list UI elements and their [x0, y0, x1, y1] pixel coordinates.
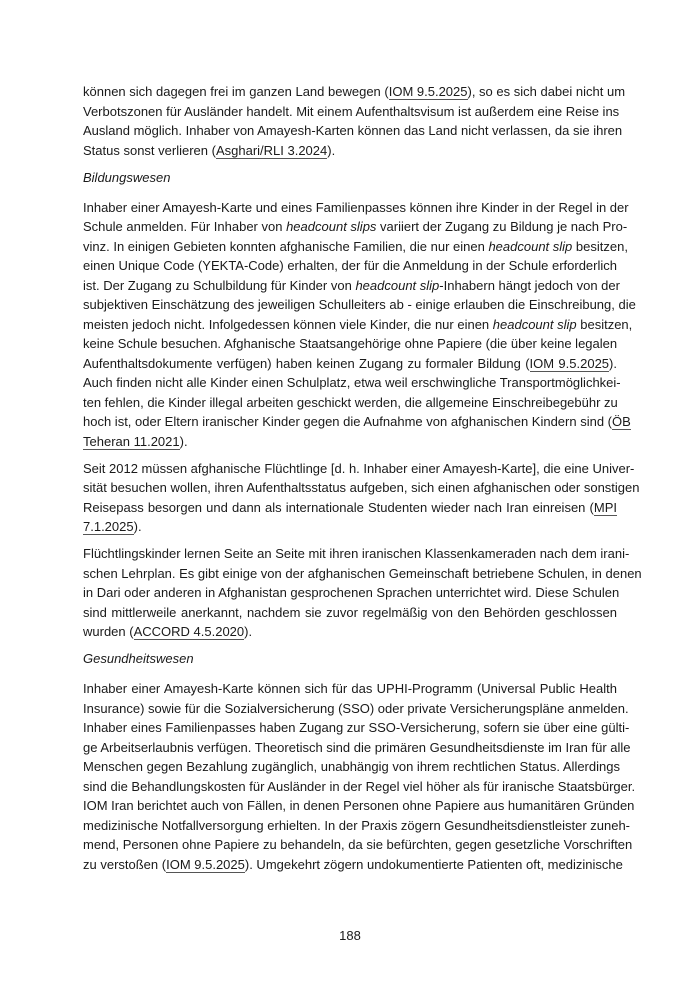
text-segment: besitzen, [576, 316, 633, 332]
citation-link[interactable]: IOM 9.5.2025 [529, 355, 610, 371]
text-line [83, 276, 620, 296]
text-line [83, 432, 617, 452]
text-line [83, 777, 636, 797]
text-line [83, 603, 617, 623]
italic-term: headcount slips [286, 219, 377, 234]
paragraph [83, 544, 642, 642]
page-number: 188 [339, 928, 361, 943]
text-segment: in Dari oder anderen in Afghanistan gesprochenen Sprachen unterrichtet wird. Diese Schulen [83, 585, 620, 600]
citation-link[interactable]: IOM 9.5.2025 [166, 856, 245, 872]
text-line [83, 354, 617, 374]
text-segment: ). Umgekehrt zögern undokumentierte Patienten oft, medizinische [244, 856, 623, 872]
text-segment: Inhaber einer Amayesh-Karte können sich für das UPHI-Programm (Universal Public Health [83, 681, 617, 696]
citation-link[interactable]: ÖB [612, 414, 631, 429]
text-segment: Ausland möglich. Inhaber von Amayesh-Karten können das Land nicht verlassen, da sie ihren [83, 123, 623, 138]
text-segment: vinz. In einigen Gebieten konnten afghanische Familien, die nur einen [83, 238, 489, 254]
text-line [83, 198, 629, 218]
text-line [83, 622, 617, 642]
text-line [83, 649, 617, 669]
paragraph [83, 198, 636, 452]
text-segment: Inhaber eines Familienpasses haben Zugang zur SSO-Versicherung, sofern sie über eine gülti- [83, 720, 630, 735]
section-heading [83, 649, 617, 669]
text-line [83, 855, 623, 875]
text-segment: ist. Der Zugang zu Schulbildung für Kinder von [83, 277, 356, 293]
text-segment: schen Lehrplan. Es gibt einige von der afghanischen Gemeinschaft betriebene Schulen, in denen [83, 565, 642, 581]
text-line [83, 699, 629, 719]
text-line [83, 102, 620, 122]
text-line [83, 237, 628, 257]
text-segment: Inhaber einer Amayesh-Karte und eines Familienpasses können ihre Kinder in der Regel in der [83, 199, 629, 215]
text-line [83, 168, 617, 188]
text-line [83, 393, 617, 413]
text-segment: meisten jedoch nicht. Infolgedessen können viele Kinder, die nur einen [83, 316, 493, 332]
citation-link[interactable]: ACCORD 4.5.2020 [133, 624, 245, 639]
text-segment: medizinische Notfallversorgung erhielten. In der Praxis zögern Gesundheitsdienstleister zuneh- [83, 817, 631, 833]
text-segment: sind die Behandlungskosten für Ausländer in der Regel viel höher als für iranische Staatsbürger. [83, 778, 636, 794]
text-line [83, 121, 623, 141]
text-segment: zu verstoßen ( [83, 856, 167, 872]
text-line [83, 373, 621, 393]
text-segment: ). [133, 519, 142, 534]
text-segment: ). [244, 624, 253, 639]
text-segment: Gesundheitswesen [83, 651, 194, 666]
text-line [83, 583, 620, 603]
text-segment: sind mittlerweile anerkannt, nachdem sie zuvor regelmäßig von den Behörden geschlossen [83, 604, 617, 620]
text-line [83, 334, 617, 354]
text-segment: ). [179, 433, 188, 449]
text-line [83, 82, 626, 102]
text-segment: keine Schule besuchen. Afghanische Staatsangehörige ohne Papiere (die über keine legalen [83, 336, 618, 351]
text-segment: ), so es sich dabei nicht um [467, 84, 626, 99]
citation-link[interactable]: MPI [593, 499, 617, 515]
text-line [83, 517, 617, 537]
text-segment: Schule anmelden. Für Inhaber von [83, 219, 287, 234]
text-line [83, 738, 631, 758]
text-segment: besitzen, [572, 238, 628, 254]
text-segment: Menschen gegen Bezahlung zugänglich, unabhängig von ihrem rechtlichen Status. Allerdings [83, 759, 620, 774]
citation-link[interactable]: IOM 9.5.2025 [388, 84, 468, 99]
text-segment: Reisepass besorgen und dann als internationale Studenten wieder nach Iran einreisen ( [83, 499, 594, 515]
italic-term: headcount slip [492, 316, 577, 332]
text-line [83, 835, 633, 855]
text-line [83, 796, 635, 816]
text-line [83, 757, 620, 777]
text-segment: IOM Iran berichtet auch von Fällen, in denen Personen ohne Papiere aus humanitären Gründen [83, 798, 635, 813]
text-segment: Status sonst verlieren ( [83, 142, 216, 158]
text-segment: Aufenthaltsdokumente verfügen) haben keinen Zugang zu formaler Bildung ( [83, 355, 530, 371]
text-segment: ). [609, 355, 617, 371]
text-segment: ge Arbeitserlaubnis verfügen. Theoretisch sind die primären Gesundheitsdienste im Iran für alle [83, 739, 631, 755]
text-line [83, 679, 617, 699]
text-line [83, 256, 617, 276]
text-line [83, 141, 617, 161]
section-heading [83, 168, 617, 188]
text-line [83, 498, 617, 518]
text-line [83, 295, 636, 315]
text-segment: variiert der Zugang zu Bildung je nach Pro- [376, 219, 628, 234]
paragraph [83, 82, 626, 160]
text-segment: Flüchtlingskinder lernen Seite an Seite mit ihren iranischen Klassenkameraden nach dem irani- [83, 546, 630, 561]
text-line [83, 217, 628, 237]
text-segment: hoch ist, oder Eltern iranischer Kinder gegen die Aufnahme von afghanischen Kindern sind ( [83, 414, 612, 429]
text-segment: können sich dagegen frei im ganzen Land bewegen ( [83, 84, 389, 99]
text-segment: subjektiven Einschätzung des jeweiligen Schulleiters ab - einige erlauben die Einschreibung, die [83, 297, 636, 312]
paragraph [83, 679, 636, 874]
text-line [83, 478, 640, 498]
text-segment: Auch finden nicht alle Kinder einen Schulplatz, etwa weil erschwingliche Transportmöglichkei- [83, 375, 621, 390]
citation-link[interactable]: Asghari/RLI 3.2024 [215, 142, 328, 158]
citation-link[interactable]: Teheran 11.2021 [83, 433, 180, 449]
text-segment: sität besuchen wollen, ihren Aufenthaltsstatus aufgeben, sich einen afghanischen oder sonstigen [83, 480, 640, 495]
text-segment: -Inhabern hängt jedoch von der [439, 277, 620, 293]
text-line [83, 564, 642, 584]
text-segment: ). [327, 142, 336, 158]
text-segment: Bildungswesen [83, 169, 171, 185]
text-segment: mend, Personen ohne Papiere zu behandeln, da sie befürchten, gegen gesetzliche Vorschriften [83, 837, 633, 852]
citation-link[interactable]: 7.1.2025 [83, 519, 134, 534]
text-line [83, 816, 631, 836]
text-line [83, 459, 635, 479]
italic-term: headcount slip [488, 238, 573, 254]
text-segment: wurden ( [83, 624, 134, 639]
text-line [83, 718, 630, 738]
text-segment: Verbotszonen für Ausländer handelt. Mit einem Aufenthaltsvisum ist außerdem eine Reise ins [83, 103, 620, 119]
text-line [83, 544, 630, 564]
italic-term: headcount slip [355, 277, 440, 293]
text-segment: Seit 2012 müssen afghanische Flüchtlinge [d. h. Inhaber einer Amayesh-Karte], die eine Univer- [83, 460, 635, 476]
text-line [83, 315, 633, 335]
text-segment: einen Unique Code (YEKTA-Code) erhalten, der für die Anmeldung in der Schule erforderlich [83, 258, 617, 273]
paragraph [83, 459, 640, 537]
text-line [83, 412, 631, 432]
text-segment: Insurance) sowie für die Sozialversicherung (SSO) oder private Versicherungspläne anmelden. [83, 700, 629, 716]
text-segment: ten fehlen, die Kinder illegal arbeiten geschickt werden, die allgemeine Einschreibegebühr zu [83, 394, 618, 410]
document-body [83, 82, 642, 882]
